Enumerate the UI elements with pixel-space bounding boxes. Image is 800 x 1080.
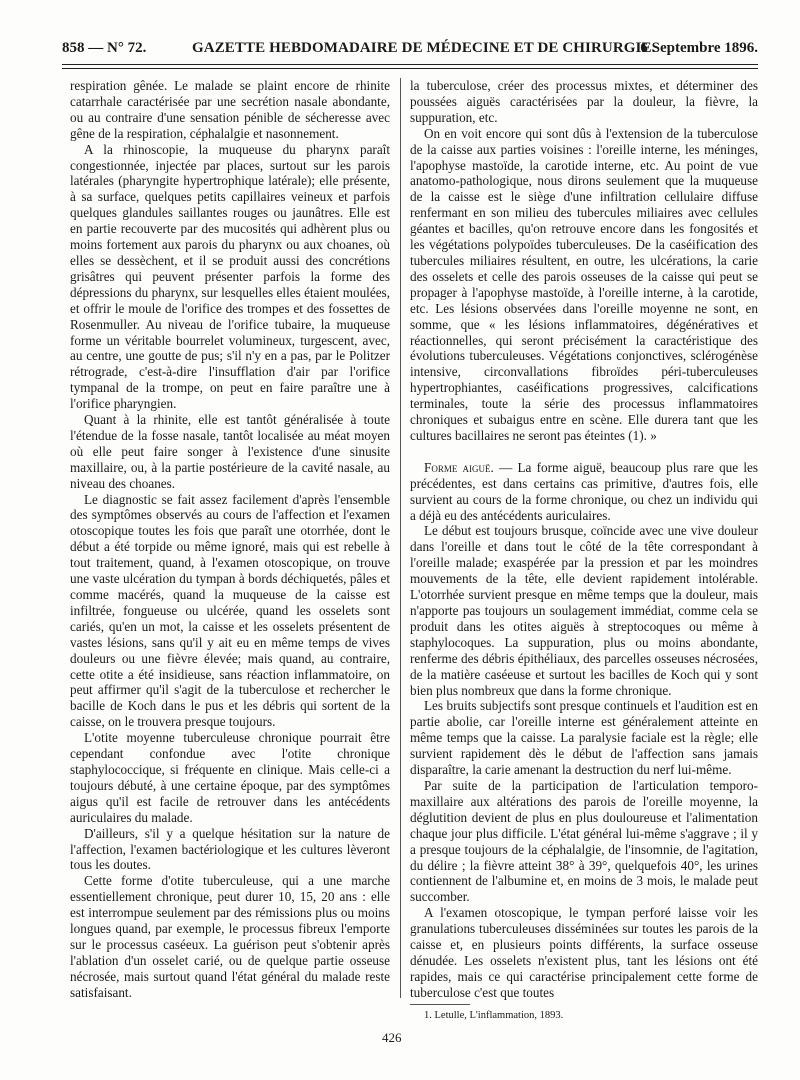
- paragraph: A la rhinoscopie, la muqueuse du pharynx paraît congestionnée, injectée par places, surtout sur les parois latérales (pharyngite hypertrophique latérale); elle présente, à sa surface, quelques petits capillaires veineux et parfois quelques glandules saillantes rouges ou jaunâtres. Elle est en partie recouverte par des mucosités qui adhèrent plus ou moins fortement aux parois du pharynx ou aux choanes, où elles se dessèchent, et il se produit aussi des concrétions grisâtres qui peuvent présenter parfois la forme des dépressions du pharynx, sur lesquelles elles étaient moulées, et offrir le moule de l'orifice des trompes et des fossettes de Rosenmuller. Au niveau de l'orifice tubaire, la muqueuse forme un véritable bourrelet volumineux, turgescent, avec, au centre, une goutte de pus; s'il n'y en a pas, par le Politzer rétrograde, c'est-à-dire l'insufflation d'air par l'orifice tympanal de la trompe, on peut en faire paraître une à l'orifice pharyngien.: [70, 141, 390, 412]
- paragraph: A l'examen otoscopique, le tympan perforé laisse voir les granulations tuberculeuses disséminées sur toutes les parois de la caisse et, en plusieurs points différents, la surface osseuse dénudée. Les osselets n'existent plus, tant les lésions ont été rapides, mais ce qui caractérise principalement cette forme de tuberculose c'est que toutes: [410, 905, 758, 1000]
- section-heading: Forme aiguë.: [424, 459, 494, 475]
- paragraph: Les bruits subjectifs sont presque continuels et l'audition est en partie abolie, car l'oreille interne est généralement atteinte en même temps que la caisse. La paralysie faciale est la règle; elle survient rapidement dès le début de l'affection sans jamais disparaître, la carie amenant la destruction du nerf lui-même.: [410, 698, 758, 778]
- footnote: 1. Letulle, L'inflammation, 1893.: [424, 1010, 564, 1021]
- paragraph: On en voit encore qui sont dûs à l'extension de la tuberculose de la caisse aux parties voisines : l'oreille interne, les méninges, l'apophyse mastoïde, la carotide interne, etc. Au point de vue anatomo-pathologique, nous dirons seulement que la muqueuse de la caisse est le siège d'une infiltration cellulaire diffuse renfermant en son milieu des tubercules miliaires avec cellules géantes et bacilles, qu'on retrouve encore dans les fongosités et les végétations polypoïdes tuberculeuses. De la caséification des tubercules miliaires résultent, en outre, les ulcérations, la carie des osselets et celle des parois osseuses de la caisse qui peut se propager à l'apophyse mastoïde, à l'oreille interne, à la carotide, etc. Les lésions observées dans l'oreille moyenne ne sont, en somme, que « les lésions inflammatoires, dégénératives et réactionnelles, qui seront précisément la caractéristique des évolutions tuberculeuses. Végétations conjonctives, sclérogénèse intensive, circonvallations fibroïdes péri-tuberculeuses hypertrophiantes, caséifications progressives, calcifications terminales, toute la série des processus inflammatoires chroniques et subaigus entre en scène. Elle durera tant que les cultures bacillaires ne seront pas éteintes (1). »: [410, 125, 758, 443]
- paragraph: la tuberculose, créer des processus mixtes, et déterminer des poussées aiguës caractérisées par la douleur, la fièvre, la suppuration, etc.: [410, 78, 758, 125]
- right-column: [410, 78, 758, 1001]
- paragraph: Le début est toujours brusque, coïncide avec une vive douleur dans l'oreille et dans tout le côté de la tête correspondant à l'oreille malade; exaspérée par la pression et par les moindres mouvements de la tête, elle devient rapidement intolérable. L'otorrhée survient presque en même temps que la douleur, mais n'apporte pas toujours un soulagement immédiat, comme cela se produit dans les otites aiguës à streptocoques ou même à staphylocoques. La suppuration, plus ou moins abondante, renferme des débris épithéliaux, des parcelles osseuses nécrosées, de la matière caséeuse et surtout les bacilles de Koch qui y sont bien plus nombreux que dans la forme chronique.: [410, 523, 758, 698]
- running-header: [62, 40, 758, 60]
- left-column: [70, 78, 390, 1001]
- section-paragraph: [410, 460, 758, 524]
- folio-number: 426: [382, 1030, 402, 1045]
- footnote-rule: [410, 1004, 470, 1005]
- paragraph-text: — La forme aiguë, beaucoup plus rare que les précédentes, est dans certains cas primitive, d'autres fois, elle survient au cours de la forme chronique, ou chez un individu qui a déjà eu des antécédents auriculaires.: [410, 459, 758, 523]
- paragraph: Cette forme d'otite tuberculeuse, qui a une marche essentiellement chronique, peut durer 10, 15, 20 ans : elle est interrompue seulement par des rémissions plus ou moins longues quand, par exemple, le processus fibreux l'emporte sur le processus caséeux. La guérison peut s'obtenir après l'ablation d'un osselet carié, ou de quelque partie osseuse nécrosée, mais surtout quand l'état général du malade reste satisfaisant.: [70, 873, 390, 1000]
- paragraph: D'ailleurs, s'il y a quelque hésitation sur la nature de l'affection, l'examen bactériologique et les cultures lèveront tous les doutes.: [70, 825, 390, 873]
- paragraph: Quant à la rhinite, elle est tantôt généralisée à toute l'étendue de la fosse nasale, tantôt localisée au méat moyen où elle peut faire songer à l'existence d'une sinusite maxillaire, ou, à la partie postérieure de la cavité nasale, au niveau des choanes.: [70, 412, 390, 491]
- page-number: 858 — N° 72.: [62, 40, 147, 56]
- paragraph: L'otite moyenne tuberculeuse chronique pourrait être cependant confondue avec l'otite chronique staphylococcique, si fréquente en clinique. Mais celle-ci a toujours débuté, à une certaine époque, par des symptômes aigus qu'il est facile de retrouver dans les antécédents auriculaires du malade.: [70, 730, 390, 825]
- paragraph: Le diagnostic se fait assez facilement d'après l'ensemble des symptômes observés au cours de l'affection et l'examen otoscopique toutes les fois que paraît une otorrhée, dont le début a été torpide ou même ignoré, mais qui est rebelle à tout traitement, quand, à l'examen otoscopique, on trouve une vaste ulcération du tympan à bords déchiquetés, pâles et comme macérés, quand la muqueuse de la caisse est infiltrée, fongueuse ou ulcérée, quand les osselets sont cariés, qu'en un mot, la caisse et les osselets présentent de vastes lésions, sans qu'il y ait eu en même temps de vives douleurs ou une fièvre élevée; mais quand, au contraire, cette otite a été insidieuse, sans réaction inflammatoire, on peut affirmer qu'il s'agit de la tuberculose et rechercher le bacille de Koch dans le pus et les débris qui sortent de la caisse, on le trouvera presque toujours.: [70, 491, 390, 730]
- paragraph: Par suite de la participation de l'articulation temporo-maxillaire aux altérations des parois de l'oreille moyenne, la déglutition devient de plus en plus douloureuse et l'alimentation chaque jour plus difficile. L'état général lui-même s'aggrave ; il y a presque toujours de la céphalalgie, de l'insomnie, de l'agitation, du délire ; la fièvre atteint 38° à 39°, quelquefois 40°, les urines contiennent de l'albumine et, en moins de 3 mois, le malade peut succomber.: [410, 777, 758, 905]
- issue-date: 6 Septembre 1896.: [640, 40, 758, 56]
- header-rule-bottom: [62, 68, 758, 69]
- paragraph: respiration gênée. Le malade se plaint encore de rhinite catarrhale caractérisée par une secrétion nasale abondante, ou au contraire d'une sensation pénible de sécheresse avec gêne de la respiration, céphalalgie et nasonnement.: [70, 78, 390, 141]
- journal-title: GAZETTE HEBDOMADAIRE DE MÉDECINE ET DE CHIRURGIE.: [192, 40, 656, 56]
- header-rule-top: [62, 64, 758, 65]
- column-divider: [400, 78, 401, 998]
